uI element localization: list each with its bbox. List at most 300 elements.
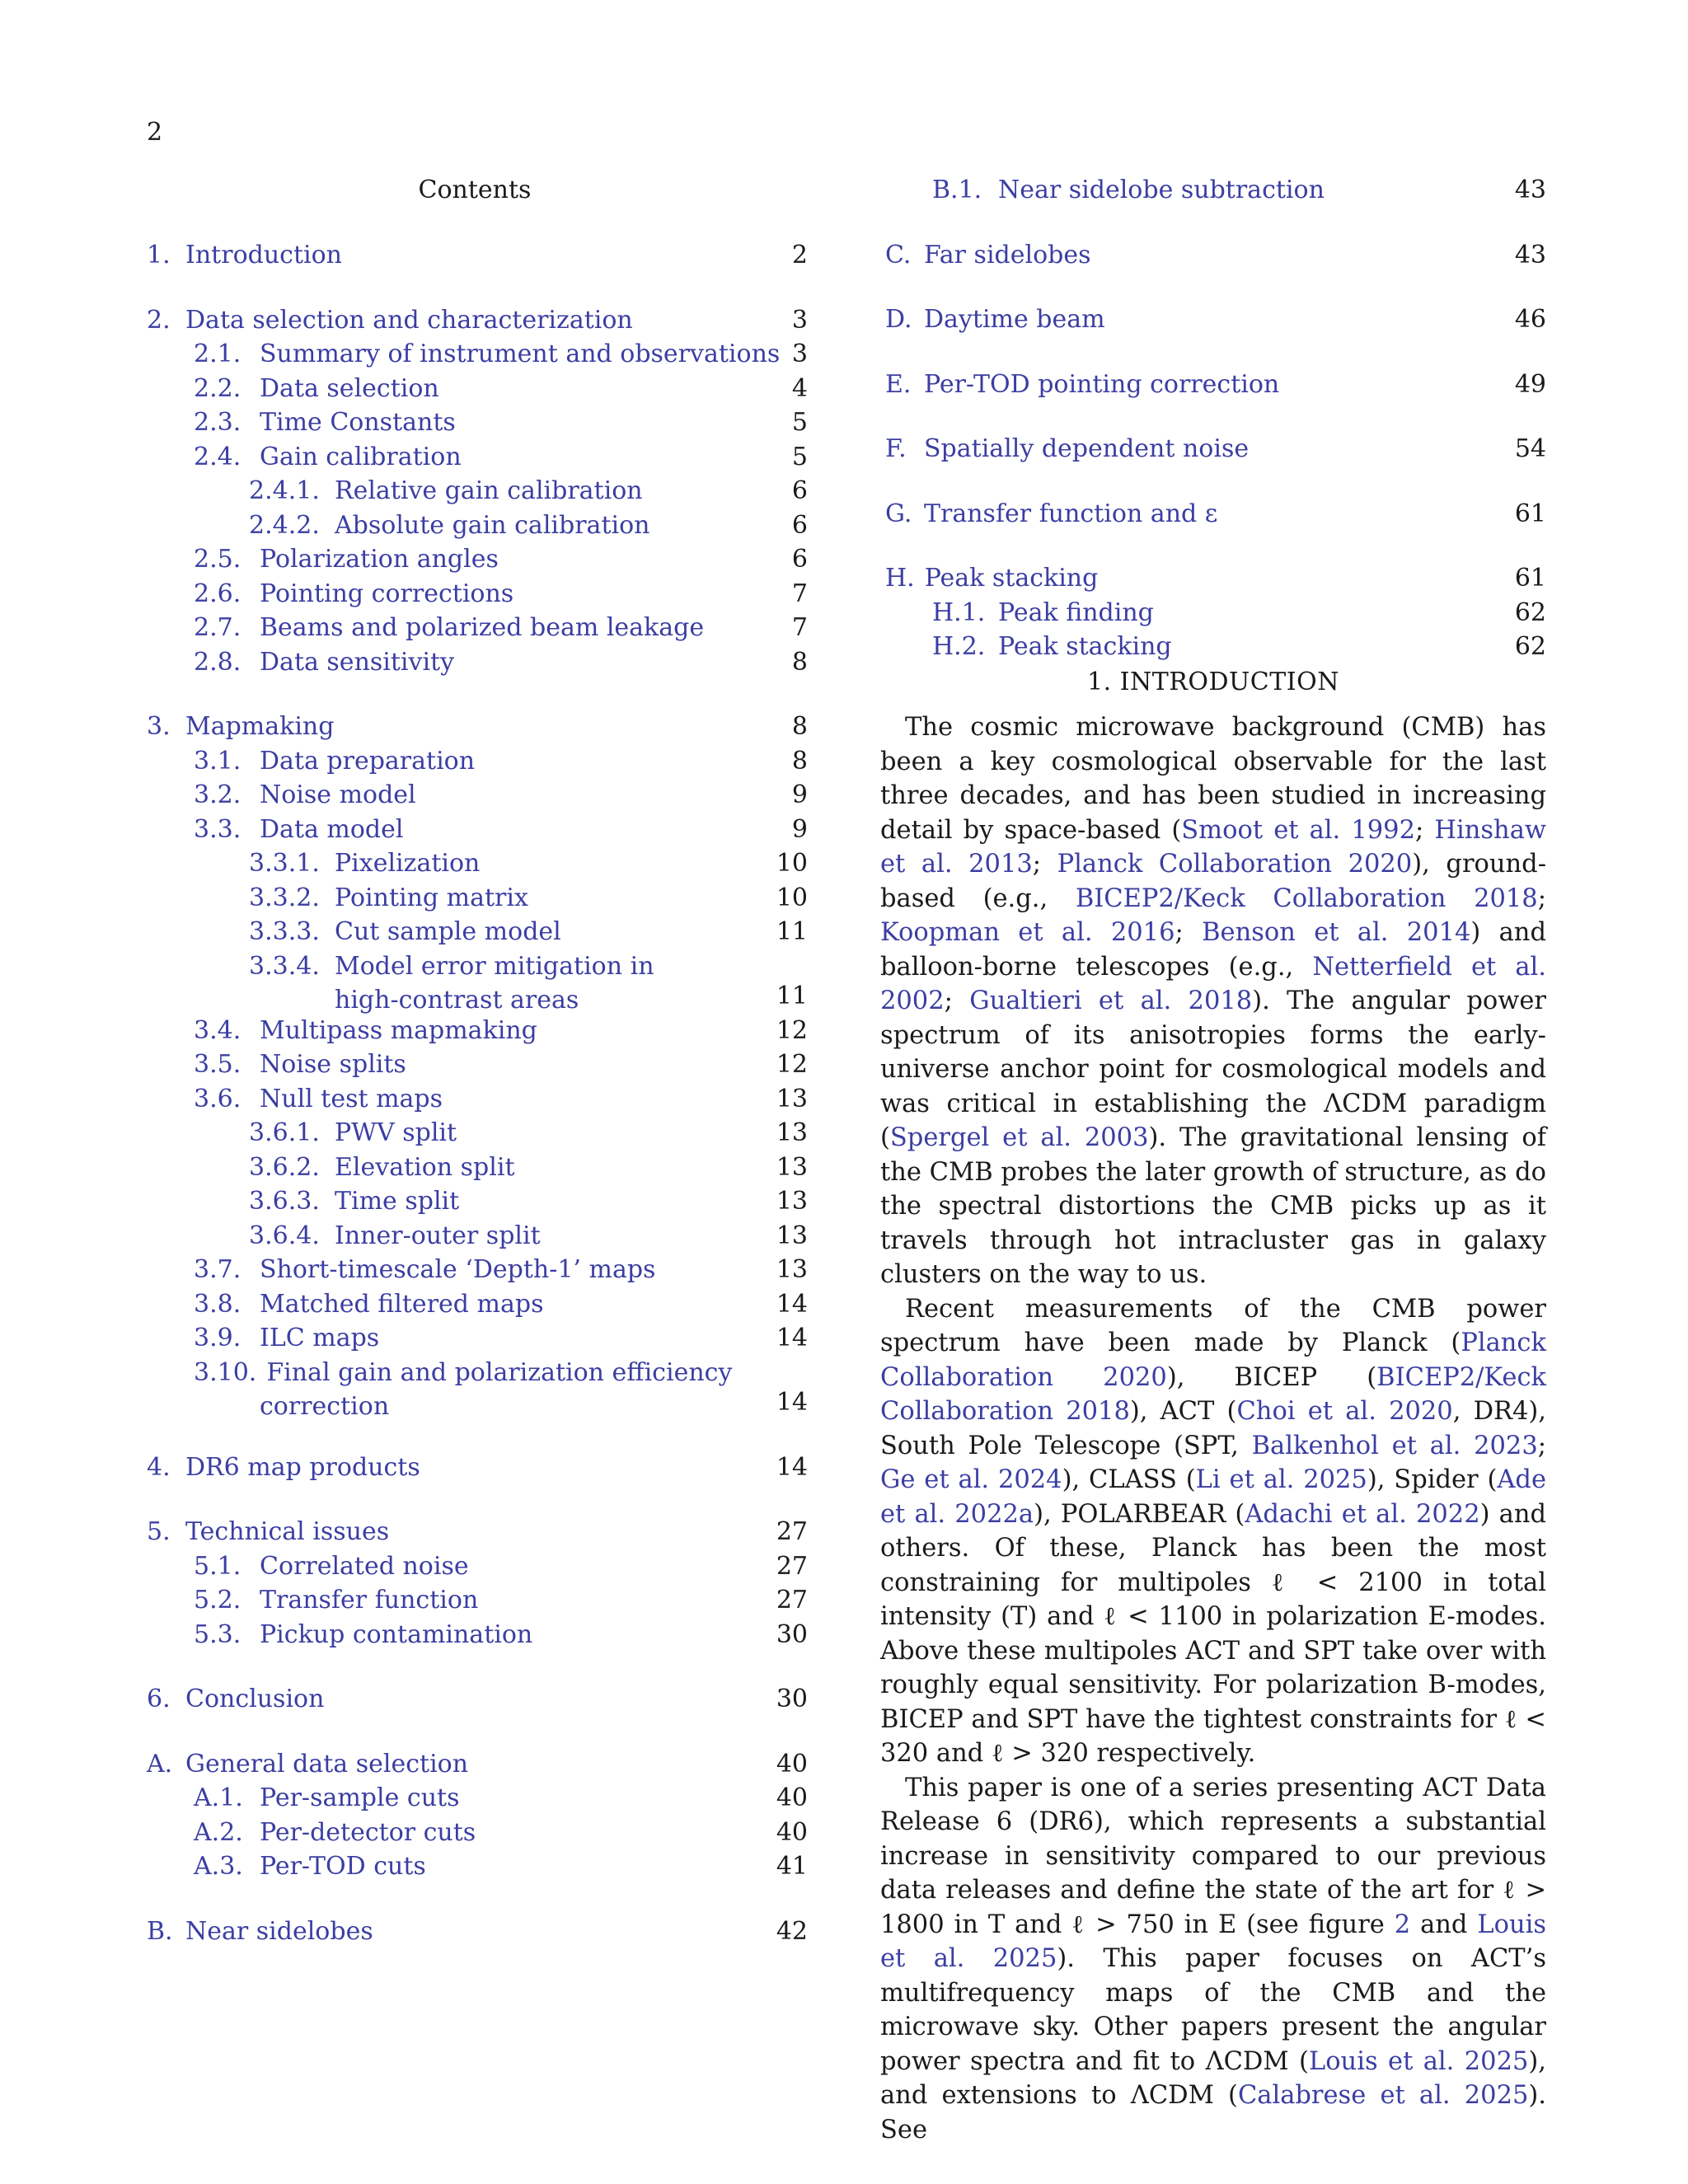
citation-link[interactable]: Adachi et al. 2022	[1245, 1499, 1480, 1529]
toc-entry-link[interactable]	[885, 561, 1098, 596]
toc-entry[interactable]	[142, 881, 808, 916]
text-run: , DR4), South Pole Telescope (SPT,	[880, 1397, 1547, 1460]
toc-entry-label: Relative gain calibration	[335, 476, 643, 505]
toc-entry[interactable]	[142, 611, 808, 645]
toc-entry-link[interactable]	[249, 509, 649, 543]
citation-link[interactable]: Ge et al. 2024	[880, 1465, 1062, 1494]
toc-entry[interactable]	[142, 949, 808, 1014]
toc-entry[interactable]	[142, 238, 808, 273]
toc-entry[interactable]	[142, 440, 808, 475]
toc-entry[interactable]	[142, 405, 808, 440]
toc-entry[interactable]	[142, 1219, 808, 1254]
toc-entry-number: 5.3.	[194, 1619, 241, 1649]
toc-entry-page: 41	[776, 1852, 808, 1881]
toc-entry[interactable]	[142, 1747, 808, 1782]
toc-entry[interactable]	[142, 1515, 808, 1549]
toc-entry-label: Time Constants	[260, 408, 456, 437]
citation-link[interactable]: Ade et al. 2022a	[880, 1465, 1547, 1529]
text-run: ), Spider (	[1367, 1465, 1498, 1494]
toc-entry-number: 3.1.	[194, 746, 241, 776]
toc-entry[interactable]	[142, 744, 808, 779]
toc-entry[interactable]	[880, 596, 1546, 630]
toc-entry[interactable]	[142, 1816, 808, 1850]
text-run: ;	[1032, 850, 1057, 879]
toc-entry-label: Short-timescale ‘Depth-1’ maps	[260, 1255, 656, 1284]
toc-entry-page: 3	[791, 340, 808, 368]
toc-entry-page: 43	[1514, 176, 1546, 204]
toc-entry-label: PWV split	[335, 1118, 457, 1147]
toc-entry-label: Inner-outer split	[335, 1221, 541, 1250]
toc-entry-number: 3.9.	[194, 1324, 241, 1352]
toc-entry-link[interactable]	[194, 1816, 476, 1850]
toc-entry-label: General data selection	[185, 1749, 469, 1779]
toc-entry-number: 3.3.3.	[249, 917, 320, 946]
toc-entry[interactable]	[142, 1915, 808, 1949]
toc-entry[interactable]	[142, 778, 808, 813]
toc-entry-number: 3.6.	[194, 1084, 241, 1113]
text-run: Recent measurements of the CMB power spectrum have been made by Planck (	[880, 1294, 1546, 1357]
toc-entry-number: 3.4.	[194, 1015, 241, 1045]
toc-entry-link[interactable]	[249, 1116, 457, 1151]
toc-entry-link[interactable]	[147, 1747, 468, 1782]
text-run: ;	[1175, 918, 1203, 947]
toc-entry-link[interactable]	[885, 497, 1217, 532]
toc-entry-label: Time split	[335, 1187, 460, 1216]
citation-link[interactable]: Planck Collaboration 2020	[1057, 850, 1413, 879]
toc-entry-link[interactable]	[249, 881, 528, 916]
toc-entry-link[interactable]	[194, 1781, 459, 1816]
toc-entry-number: 2.1.	[194, 340, 241, 368]
toc-entry-label: Noise splits	[260, 1050, 406, 1079]
toc-entry-label-continued: high-contrast areas	[335, 986, 579, 1015]
toc-entry-page: 62	[1514, 598, 1546, 627]
toc-entry[interactable]	[880, 368, 1546, 402]
toc-entry-number: 2.5.	[194, 545, 241, 574]
toc-entry-link[interactable]	[194, 611, 704, 645]
toc-entry-label: Model error mitigation in	[335, 951, 654, 981]
toc-entry-page: 30	[776, 1685, 808, 1713]
toc-entry-label: Far sidelobes	[924, 240, 1091, 269]
toc-entry[interactable]	[142, 337, 808, 372]
toc-entry[interactable]	[142, 1356, 808, 1420]
toc-entry-link[interactable]	[249, 1219, 541, 1254]
toc-entry-page: 13	[776, 1187, 808, 1216]
body-text	[880, 710, 1546, 2147]
citation-link[interactable]: Hinshaw et al. 2013	[880, 815, 1546, 879]
toc-entry[interactable]	[880, 630, 1546, 664]
toc-entry-number: H.1.	[932, 598, 986, 627]
page-number: 2	[147, 118, 163, 147]
toc-entry-label: Data selection and characterization	[185, 305, 633, 335]
toc-entry[interactable]	[142, 1618, 808, 1652]
toc-entry-label: Data selection	[260, 373, 439, 403]
toc-entry[interactable]	[142, 1287, 808, 1322]
citation-link[interactable]: 2	[1394, 1910, 1411, 1939]
toc-entry-link[interactable]	[194, 744, 475, 779]
text-run: ). See	[880, 2081, 1546, 2144]
toc-entry[interactable]	[142, 1253, 808, 1287]
toc-entry-label: Mapmaking	[185, 712, 335, 741]
toc-entry-label: ILC maps	[260, 1324, 380, 1352]
toc-entry-label: Per-detector cuts	[260, 1817, 476, 1847]
toc-entry-link[interactable]	[249, 474, 643, 509]
toc-entry-page: 61	[1514, 499, 1546, 528]
citation-link[interactable]: Louis et al. 2025	[880, 1910, 1546, 1973]
toc-entry-page: 61	[1514, 564, 1546, 593]
toc-entry-page: 13	[776, 1118, 808, 1147]
text-run: ). This paper focuses on ACT’s multifrequency maps of the CMB and the microwave sky. Other papers present the angular power spectra and fit to ΛCDM (	[880, 1944, 1546, 2076]
toc-entry-number: 3.3.2.	[249, 883, 320, 912]
citation-link[interactable]: Gualtieri et al. 2018	[969, 987, 1253, 1015]
toc-entry-link[interactable]	[147, 1915, 373, 1949]
toc-entry-link[interactable]	[194, 577, 513, 612]
toc-entry-label: Beams and polarized beam leakage	[260, 613, 705, 642]
toc-entry[interactable]	[880, 561, 1546, 596]
toc-entry-page: 7	[791, 613, 808, 642]
toc-entry-label: Technical issues	[185, 1517, 390, 1546]
toc-entry-number: 2.7.	[194, 613, 241, 642]
citation-link[interactable]: Calabrese et al. 2025	[1237, 2081, 1529, 2110]
toc-entry-number: B.1.	[932, 176, 982, 204]
text-run: ;	[1415, 815, 1435, 845]
toc-entry-number: 2.2.	[194, 373, 241, 403]
toc-entry-label: Elevation split	[335, 1152, 515, 1182]
toc-entry-page: 40	[776, 1749, 808, 1779]
toc-entry-label: Pickup contamination	[260, 1619, 533, 1649]
citation-link[interactable]: Planck Collaboration 2020	[880, 1329, 1546, 1392]
text-run: ), BICEP (	[1166, 1362, 1377, 1392]
toc-right-column	[880, 173, 1546, 664]
toc-entry-number: 2.3.	[194, 408, 241, 437]
toc-entry-page: 3	[791, 305, 808, 335]
text-run: ), CLASS (	[1062, 1465, 1196, 1494]
toc-entry-label: Introduction	[185, 241, 342, 269]
toc-entry-number: A.3.	[194, 1852, 243, 1881]
toc-entry-page: 13	[776, 1084, 808, 1113]
toc-entry-label: Per-TOD pointing correction	[924, 369, 1280, 399]
toc-entry-page: 10	[776, 883, 808, 912]
toc-entry[interactable]	[142, 577, 808, 612]
toc-entry[interactable]	[142, 846, 808, 881]
toc-entry-label: Multipass mapmaking	[260, 1015, 537, 1045]
citation-link[interactable]: Koopman et al. 2016	[880, 918, 1175, 947]
toc-entry-label: Near sidelobes	[185, 1916, 373, 1946]
paragraph	[880, 710, 1546, 1292]
toc-entry-page: 5	[791, 442, 808, 471]
toc-entry-label: Matched filtered maps	[260, 1289, 544, 1319]
paragraph	[880, 1292, 1546, 1771]
toc-entry-label: Pixelization	[335, 849, 481, 878]
toc-entry[interactable]	[880, 173, 1546, 208]
toc-entry-page: 6	[791, 545, 808, 574]
toc-entry-label: Final gain and polarization efficiency	[266, 1357, 733, 1387]
toc-entry-label: Spatially dependent noise	[924, 434, 1250, 463]
citation-link[interactable]: Balkenhol et al. 2023	[1251, 1431, 1538, 1460]
toc-entry-number: 3.7.	[194, 1255, 241, 1284]
text-run: This paper is one of a series presenting ACT Data Release 6 (DR6), which represents a substantial increase in sensitivity compared to our previous data releases and define the state of the art for ℓ > 1800 in T and ℓ > 750 in E (see figure	[880, 1773, 1546, 1939]
toc-entry-link[interactable]	[194, 1253, 655, 1287]
toc-entry-link[interactable]	[194, 813, 403, 847]
text-run: ), POLARBEAR (	[1034, 1499, 1245, 1529]
toc-entry[interactable]	[142, 645, 808, 680]
toc-entry[interactable]	[142, 1047, 808, 1082]
text-run: ;	[1537, 883, 1546, 913]
toc-entry-link[interactable]	[194, 1287, 543, 1322]
toc-entry[interactable]	[142, 542, 808, 577]
toc-entry-number: 3.5.	[194, 1050, 241, 1079]
toc-entry-link[interactable]	[932, 630, 1172, 664]
toc-entry-link[interactable]	[194, 405, 456, 440]
citation-link[interactable]: Netterfield et al. 2002	[880, 952, 1546, 1015]
toc-entry[interactable]	[142, 813, 808, 847]
toc-entry-link[interactable]	[194, 1549, 469, 1584]
toc-entry-page: 14	[776, 1388, 808, 1417]
toc-entry-page: 5	[791, 408, 808, 437]
toc-entry-number: 2.	[147, 305, 171, 335]
toc-entry-page: 8	[791, 712, 808, 741]
toc-entry-page: 7	[791, 579, 808, 608]
toc-entry[interactable]	[142, 1781, 808, 1816]
text-run: The cosmic microwave background (CMB) has been a key cosmological observable for the last three decades, and has been studied in increasing detail by space-based (	[880, 713, 1546, 845]
toc-entry-link[interactable]	[147, 1682, 324, 1717]
toc-entry-link[interactable]	[885, 432, 1249, 466]
toc-entry-number: D.	[885, 305, 912, 334]
toc-entry-page: 6	[791, 510, 808, 540]
citation-link[interactable]: Li et al. 2025	[1195, 1465, 1367, 1494]
toc-entry[interactable]	[142, 1184, 808, 1219]
toc-entry-label: Transfer function and ε	[924, 499, 1218, 528]
toc-entry[interactable]	[142, 1082, 808, 1117]
toc-entry-page: 13	[776, 1255, 808, 1284]
toc-entry[interactable]	[142, 1321, 808, 1356]
toc-entry-number: 3.3.4.	[249, 951, 320, 981]
toc-entry-label: Cut sample model	[335, 917, 561, 946]
toc-entry-number: 1.	[147, 241, 171, 269]
toc-entry-link[interactable]	[885, 368, 1279, 402]
toc-entry-number: 2.4.2.	[249, 510, 320, 540]
toc-entry-page: 9	[791, 780, 808, 809]
toc-entry-label: Conclusion	[185, 1685, 325, 1713]
toc-entry-label: Peak stacking	[924, 564, 1099, 593]
toc-entry-label: Noise model	[260, 780, 416, 809]
toc-entry-link[interactable]	[194, 1014, 537, 1048]
citation-link[interactable]: BICEP2/Keck Collaboration 2018	[880, 1362, 1547, 1426]
toc-entry-number: 2.4.1.	[249, 476, 320, 505]
toc-entry[interactable]	[142, 1151, 808, 1185]
toc-entry[interactable]	[142, 1583, 808, 1618]
citation-link[interactable]: Spergel et al. 2003	[889, 1123, 1149, 1152]
toc-entry[interactable]	[142, 915, 808, 949]
citation-link[interactable]: BICEP2/Keck Collaboration 2018	[1075, 883, 1538, 913]
citation-link[interactable]: Louis et al. 2025	[1308, 2046, 1529, 2076]
toc-entry[interactable]	[142, 474, 808, 509]
toc-entry-link[interactable]	[249, 949, 654, 1018]
toc-entry[interactable]	[142, 710, 808, 744]
toc-entry-number: 3.2.	[194, 780, 241, 809]
toc-entry-link[interactable]	[249, 1184, 459, 1219]
toc-entry-number: 2.6.	[194, 579, 241, 608]
toc-entry[interactable]	[142, 1849, 808, 1884]
toc-entry-link[interactable]	[147, 303, 633, 338]
toc-entry-page: 30	[776, 1619, 808, 1649]
toc-entry-page: 12	[776, 1015, 808, 1045]
toc-entry-label: Data sensitivity	[260, 647, 455, 677]
toc-entry-link[interactable]	[932, 596, 1154, 630]
citation-link[interactable]: Smoot et al. 1992	[1181, 815, 1415, 845]
toc-entry[interactable]	[142, 509, 808, 543]
toc-entry-page: 8	[791, 647, 808, 677]
toc-entry-link[interactable]	[194, 440, 462, 475]
toc-entry-label: Gain calibration	[260, 442, 462, 471]
toc-entry-link[interactable]	[194, 542, 499, 577]
toc-entry-link[interactable]	[147, 710, 334, 744]
toc-entry-number: A.	[147, 1749, 173, 1779]
toc-entry-link[interactable]	[194, 1849, 426, 1884]
toc-entry-page: 4	[791, 373, 808, 403]
toc-entry-page: 27	[776, 1586, 808, 1615]
toc-entry-page: 14	[776, 1324, 808, 1352]
toc-entry-page: 40	[776, 1817, 808, 1847]
toc-entry-label: Pointing corrections	[260, 579, 514, 608]
section-heading: 1. INTRODUCTION	[1087, 668, 1339, 696]
toc-entry-page: 11	[776, 982, 808, 1010]
text-run: ), ACT (	[1129, 1397, 1237, 1426]
toc-entry[interactable]	[142, 372, 808, 406]
toc-entry-link[interactable]	[194, 372, 439, 406]
text-run: ), and extensions to ΛCDM (	[880, 2046, 1547, 2110]
toc-entry-number: 3.6.4.	[249, 1221, 320, 1250]
toc-entry-link[interactable]	[194, 1356, 732, 1424]
toc-entry-number: C.	[885, 240, 912, 269]
toc-entry[interactable]	[142, 1014, 808, 1048]
citation-link[interactable]: Choi et al. 2020	[1236, 1397, 1453, 1426]
table-of-contents-continued	[880, 173, 1546, 664]
toc-entry-link[interactable]	[147, 1451, 420, 1485]
toc-entry-page: 8	[791, 746, 808, 776]
toc-entry-label: Per-TOD cuts	[260, 1852, 426, 1881]
toc-entry-label: DR6 map products	[185, 1452, 420, 1482]
toc-entry-page: 2	[791, 241, 808, 269]
toc-entry-page: 13	[776, 1221, 808, 1250]
toc-entry-link[interactable]	[885, 302, 1105, 337]
toc-entry-page: 42	[776, 1916, 808, 1946]
toc-entry-label: Correlated noise	[260, 1551, 469, 1581]
text-run: ). The gravitational lensing of the CMB probes the later growth of structure, as do the spectral distortions the CMB picks up as it travels through hot intracluster gas in galaxy clusters on the way to us.	[880, 1123, 1546, 1289]
toc-entry-page: 27	[776, 1517, 808, 1546]
toc-entry-page: 6	[791, 476, 808, 505]
toc-entry-link[interactable]	[194, 778, 416, 813]
toc-entry-page: 9	[791, 814, 808, 844]
toc-entry-link[interactable]	[147, 1515, 389, 1549]
toc-entry-page: 10	[776, 849, 808, 878]
toc-entry-label: Null test maps	[260, 1084, 443, 1113]
toc-entry-number: 2.8.	[194, 647, 241, 677]
toc-entry-label: Absolute gain calibration	[335, 510, 650, 540]
toc-entry-number: 5.	[147, 1517, 171, 1546]
toc-entry-number: 3.6.1.	[249, 1118, 320, 1147]
toc-entry-page: 46	[1514, 305, 1546, 334]
toc-entry-number: 5.2.	[194, 1586, 241, 1615]
toc-entry-page: 54	[1514, 434, 1546, 463]
toc-entry-link[interactable]	[249, 1151, 515, 1185]
toc-entry-number: A.1.	[194, 1783, 243, 1812]
toc-entry-number: 4.	[147, 1452, 171, 1482]
toc-entry-label: Daytime beam	[924, 305, 1105, 334]
toc-entry[interactable]	[880, 238, 1546, 273]
toc-entry-page: 40	[776, 1783, 808, 1812]
toc-entry-label: Peak finding	[998, 598, 1154, 627]
toc-entry-label: Per-sample cuts	[260, 1783, 460, 1812]
toc-entry-page: 11	[776, 917, 808, 946]
toc-entry[interactable]	[880, 432, 1546, 466]
toc-entry[interactable]	[142, 303, 808, 338]
toc-entry-link[interactable]	[932, 173, 1325, 208]
text-run: ;	[1537, 1431, 1546, 1460]
toc-entry-link[interactable]	[194, 1583, 478, 1618]
toc-entry-number: F.	[885, 434, 907, 463]
toc-entry[interactable]	[880, 302, 1546, 337]
toc-entry-link[interactable]	[194, 337, 780, 372]
toc-entry[interactable]	[142, 1682, 808, 1717]
toc-entry-link[interactable]	[147, 238, 342, 273]
toc-entry-page: 14	[776, 1452, 808, 1482]
toc-entry-number: 3.	[147, 712, 171, 741]
table-of-contents	[142, 173, 808, 1948]
toc-entry[interactable]	[142, 1549, 808, 1584]
toc-entry-page: 12	[776, 1050, 808, 1079]
toc-entry-link[interactable]	[194, 1321, 379, 1356]
toc-left-column	[142, 238, 808, 1948]
toc-entry-link[interactable]	[194, 1047, 406, 1082]
toc-entry-number: B.	[147, 1916, 173, 1946]
text-run: ) and others. Of these, Planck has been the most constraining for multipoles ℓ < 2100 in total intensity (T) and ℓ < 1100 in polarization E-modes. Above these multipoles ACT and SPT take over with roughly equal sensitivity. For polarization B-modes, BICEP and SPT have the tightest constraints for ℓ < 320 and ℓ > 320 respectively.	[880, 1499, 1547, 1768]
citation-link[interactable]: Benson et al. 2014	[1202, 918, 1471, 947]
toc-entry-number: 3.6.3.	[249, 1187, 320, 1216]
toc-entry-label: Near sidelobe subtraction	[998, 176, 1325, 204]
toc-entry-link[interactable]	[249, 915, 561, 949]
toc-entry-number: 6.	[147, 1685, 171, 1713]
toc-entry-link[interactable]	[194, 1618, 532, 1652]
toc-entry-number: H.2.	[932, 632, 986, 661]
toc-entry-label: Transfer function	[260, 1586, 479, 1615]
toc-entry-label: Summary of instrument and observations	[260, 340, 781, 368]
toc-entry-page: 49	[1514, 369, 1546, 399]
toc-entry-link[interactable]	[249, 846, 480, 881]
toc-entry-link[interactable]	[194, 1082, 443, 1117]
text-run: and	[1410, 1910, 1478, 1939]
toc-entry-label: Data model	[260, 814, 404, 844]
text-run: ), ground-based (e.g.,	[880, 850, 1546, 913]
text-run: ). The angular power spectrum of its anisotropies forms the early-universe anchor point for cosmological models and was critical in establishing the ΛCDM paradigm (	[880, 987, 1546, 1152]
toc-entry-number: E.	[885, 369, 912, 399]
toc-entry-link[interactable]	[885, 238, 1091, 273]
toc-entry-label: Peak stacking	[998, 632, 1172, 661]
toc-entry-link[interactable]	[194, 645, 454, 680]
paragraph	[880, 1771, 1546, 2148]
toc-entry-number: G.	[885, 499, 912, 528]
toc-entry-number: 3.3.1.	[249, 849, 320, 878]
toc-entry[interactable]	[880, 497, 1546, 532]
toc-entry-page: 43	[1514, 240, 1546, 269]
toc-entry[interactable]	[142, 1116, 808, 1151]
toc-entry-label: Polarization angles	[260, 545, 499, 574]
text-run: ;	[944, 987, 970, 1015]
toc-entry-number: 5.1.	[194, 1551, 241, 1581]
toc-entry[interactable]	[142, 1451, 808, 1485]
toc-entry-number: A.2.	[194, 1817, 243, 1847]
toc-entry-number: 3.3.	[194, 814, 241, 844]
toc-entry-page: 62	[1514, 632, 1546, 661]
